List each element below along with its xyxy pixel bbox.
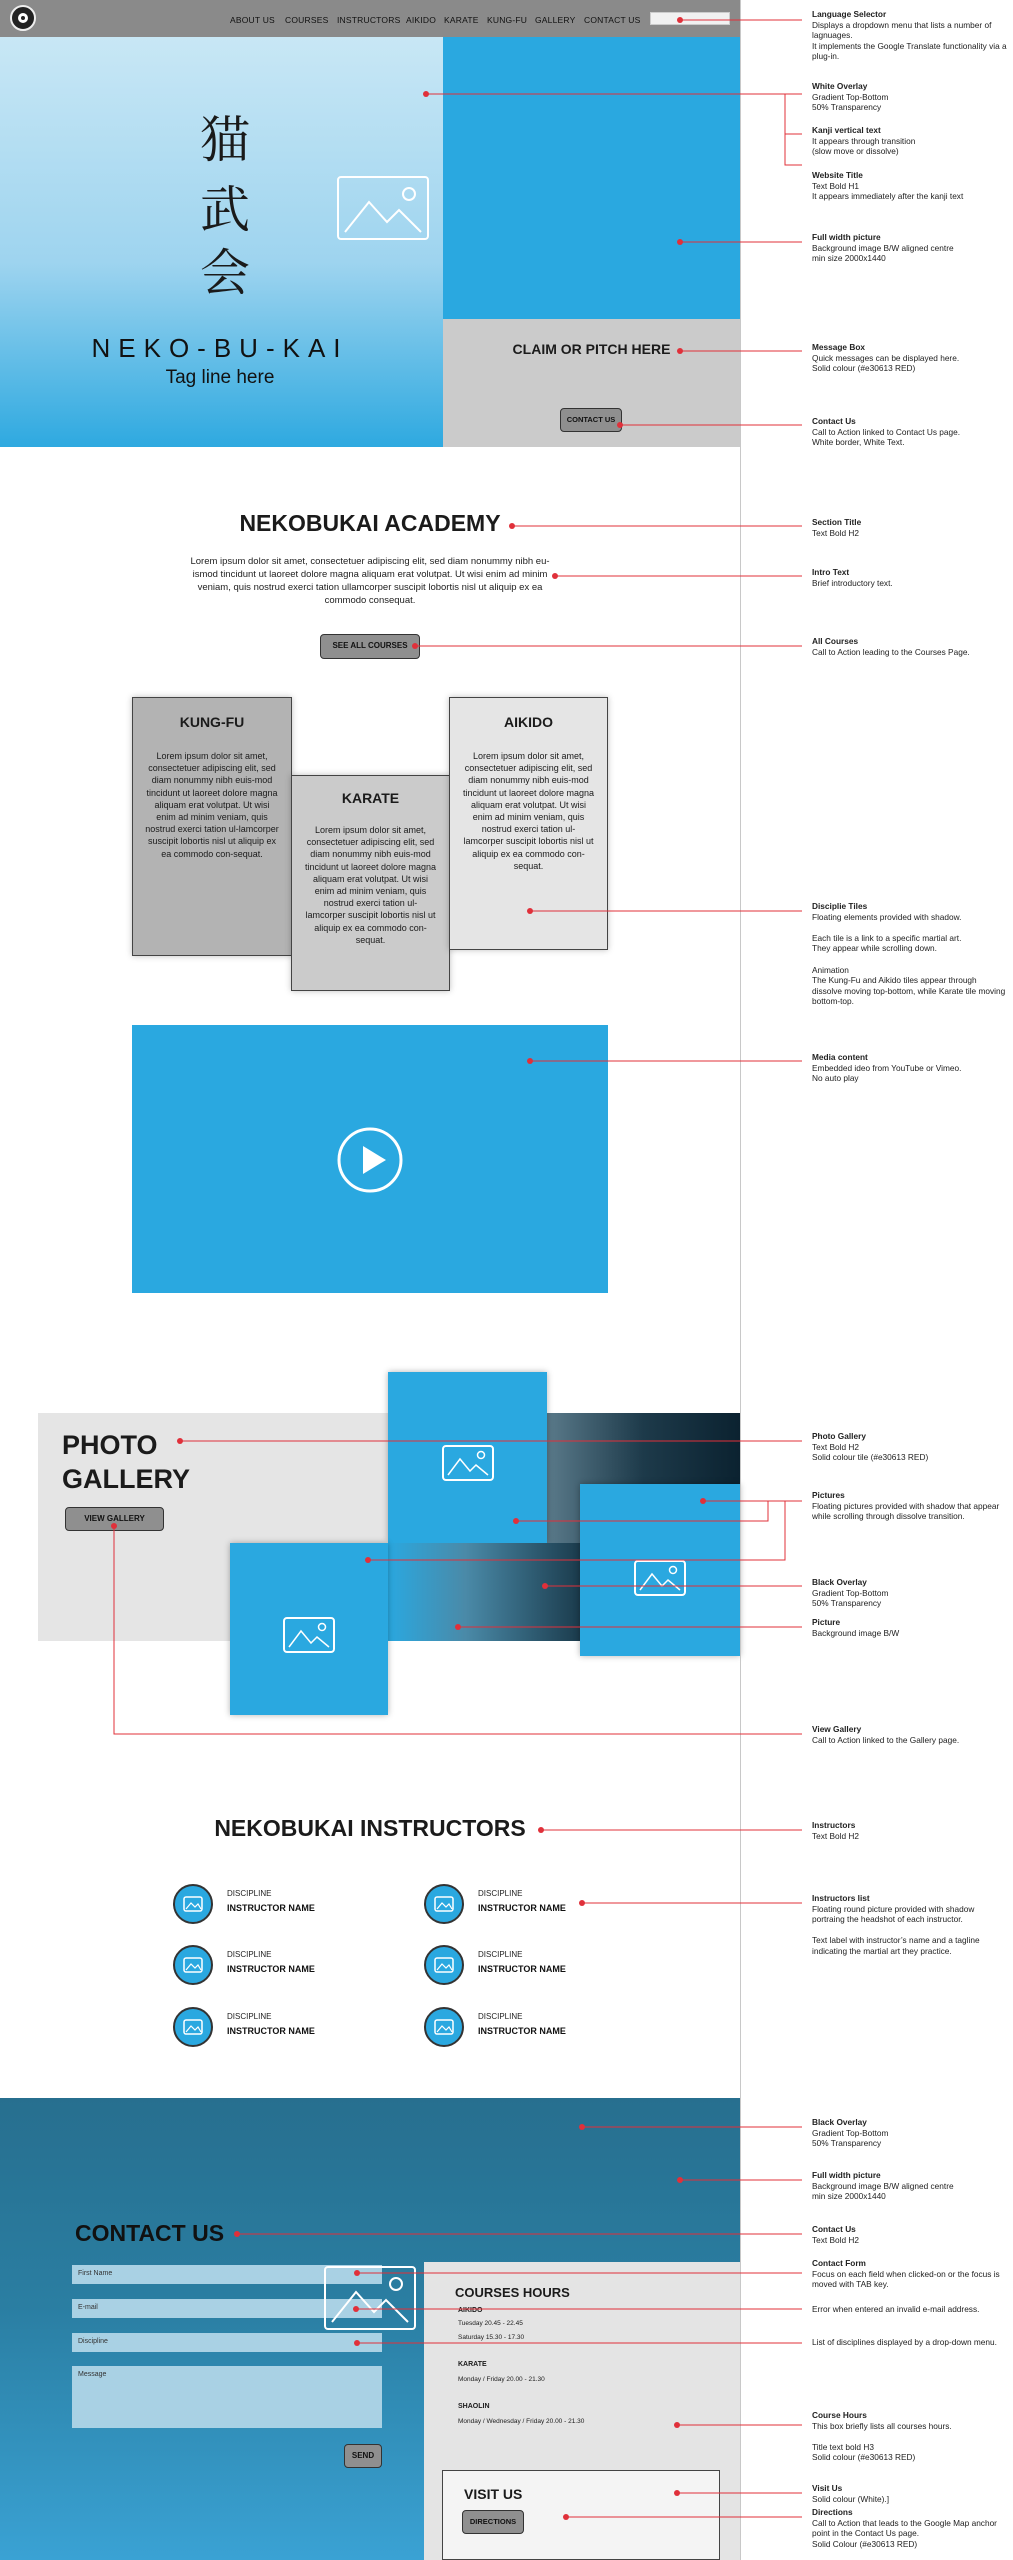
- annotation-picture: Picture Background image B/W: [812, 1617, 900, 1638]
- intro-text: Lorem ipsum dolor sit amet, consectetuer adipiscing elit, sed diam nonummy nibh eu-ismod tincidunt ut laoreet dolore magna aliquam erat volutpat. Ut wisi enim ad minim veniam, quis nostrud exerci tation ullamcorper suscipit lobortis nisl ut aliquip ex ea commodo consequat.: [190, 556, 550, 606]
- kanji-char-3: 会: [200, 244, 250, 302]
- section-title-academy: NEKOBUKAI ACADEMY: [239, 510, 501, 536]
- hours-karate: KARATE: [458, 2361, 487, 2368]
- kanji-char-2: 武: [200, 181, 250, 239]
- annotation-black-overlay: Black Overlay Gradient Top-Bottom 50% Transparency: [812, 1577, 889, 1609]
- tile-body: Lorem ipsum dolor sit amet, consectetuer adipiscing elit, sed diam nonummy nibh euis-mod tincidunt ut laoreet dolore magna aliquam erat volutpat. Ut wisi enim ad minim veniam, quis nostrud exerci tation ul-lamcorper suscipit lobortis nisl ut aliquip ex ea commodo con-sequat.: [304, 825, 437, 945]
- annotation-message-box: Message Box Quick messages can be displayed here. Solid colour (#e30613 RED): [812, 342, 960, 374]
- nav-instructors[interactable]: INSTRUCTORS: [337, 15, 401, 25]
- kanji-char-1: 猫: [200, 111, 250, 169]
- visit-us-title: VISIT US: [464, 2486, 523, 2502]
- tile-karate[interactable]: [291, 775, 450, 991]
- instructor-avatar[interactable]: [173, 1884, 213, 1924]
- language-selector[interactable]: [650, 12, 730, 25]
- annotation-website-title: Website Title Text Bold H1 It appears immediately after the kanji text: [812, 170, 964, 202]
- instructor-name: INSTRUCTOR NAME: [478, 2026, 566, 2036]
- instructor-avatar[interactable]: [424, 2007, 464, 2047]
- tagline: Tag line here: [165, 367, 275, 388]
- email-field[interactable]: E-mail: [72, 2299, 382, 2318]
- hours-aikido: AIKIDO: [458, 2307, 483, 2314]
- see-all-courses-button[interactable]: SEE ALL COURSES: [320, 634, 420, 659]
- annotation-section-title: Section Title Text Bold H2: [812, 517, 862, 538]
- tile-title: KUNG-FU: [179, 714, 245, 730]
- gallery-picture-bw: [388, 1543, 581, 1641]
- annotation-contact-form: Contact Form Focus on each field when clicked-on or the focus is moved with TAB key.: [812, 2258, 1000, 2290]
- annotation-visit-us: Visit Us Solid colour (White).]: [812, 2483, 890, 2504]
- hours-shaolin: SHAOLIN: [458, 2403, 490, 2410]
- message-field[interactable]: Message: [72, 2366, 382, 2428]
- image-placeholder-icon: [324, 2266, 416, 2330]
- annotation-white-overlay: White Overlay Gradient Top-Bottom 50% Transparency: [812, 81, 889, 113]
- tile-aikido[interactable]: [449, 697, 608, 950]
- instructor-name: INSTRUCTOR NAME: [227, 2026, 315, 2036]
- instructor-avatar[interactable]: [173, 1945, 213, 1985]
- instructor-name: INSTRUCTOR NAME: [227, 1903, 315, 1913]
- annotation-all-courses: All Courses Call to Action leading to the Courses Page.: [812, 636, 970, 657]
- courses-hours-title: COURSES HOURS: [455, 2285, 570, 2300]
- annotation-language-selector: Language Selector Displays a dropdown menu that lists a number of lagnuages. It implements the Google Translate functionality via a plug-in.: [812, 9, 1007, 62]
- discipline-dropdown[interactable]: Discipline: [72, 2333, 382, 2352]
- hours-shaolin-1: Monday / Wednesday / Friday 20.00 - 21.30: [458, 2418, 585, 2425]
- image-placeholder-icon: [283, 1617, 335, 1653]
- send-button[interactable]: SEND: [344, 2444, 382, 2468]
- first-name-field[interactable]: First Name: [72, 2265, 382, 2284]
- annotation-course-hours: Course Hours This box briefly lists all courses hours. Title text bold H3 Solid colour (#e30613 RED): [812, 2410, 952, 2463]
- annotation-contact-black-overlay: Black Overlay Gradient Top-Bottom 50% Transparency: [812, 2117, 889, 2149]
- tile-kung-fu[interactable]: [132, 697, 292, 956]
- contact-us-title: CONTACT US: [75, 2220, 225, 2246]
- annotation-directions: Directions Call to Action that leads to the Google Map anchor point in the Contact Us page. Solid Colour (#e30613 RED): [812, 2507, 997, 2549]
- instructor-discipline: DISCIPLINE: [478, 2012, 523, 2021]
- annotation-intro-text: Intro Text Brief introductory text.: [812, 567, 893, 588]
- photo-gallery-title-1: PHOTO: [62, 1430, 158, 1460]
- instructor-discipline: DISCIPLINE: [478, 1889, 523, 1898]
- site-logo-icon[interactable]: [10, 5, 36, 31]
- instructor-name: INSTRUCTOR NAME: [478, 1903, 566, 1913]
- hours-aikido-2: Saturday 15.30 - 17.30: [458, 2334, 525, 2341]
- annotation-contact-us: Contact Us Call to Action linked to Contact Us page. White border, White Text.: [812, 416, 961, 448]
- image-placeholder-icon: [634, 1560, 686, 1596]
- directions-button[interactable]: DIRECTIONS: [462, 2510, 524, 2534]
- nav-about-us[interactable]: ABOUT US: [230, 15, 275, 25]
- tile-body: Lorem ipsum dolor sit amet, consectetuer adipiscing elit, sed diam nonummy nibh euis-mod tincidunt ut laoreet dolore magna aliquam erat volutpat. Ut wisi enim ad minim veniam, quis nostrud exerci tation ul-lamcorper suscipit lobortis nisl ut aliquip ex ea commodo con-sequat.: [462, 751, 595, 871]
- annotation-media-content: Media content Embedded ideo from YouTube or Vimeo. No auto play: [812, 1052, 962, 1084]
- annotation-contact-us-title: Contact Us Text Bold H2: [812, 2224, 860, 2245]
- annotation-pictures: Pictures Floating pictures provided with shadow that appear while scrolling through dissolve transition.: [812, 1490, 1000, 1522]
- image-placeholder-icon: [442, 1445, 494, 1481]
- instructor-discipline: DISCIPLINE: [227, 2012, 272, 2021]
- annotation-instructors-list: Instructors list Floating round picture provided with shadow portraing the headshot of each instructor. Text label with instructor’s name and a tagline indicating the martial art they practice.: [812, 1893, 980, 1956]
- tile-body: Lorem ipsum dolor sit amet, consectetuer adipiscing elit, sed diam nonummy nibh euis-mod tincidunt ut laoreet dolore magna aliquam erat volutpat. Ut wisi enim ad minim veniam, quis nostrud exerci tation ul-lamcorper suscipit lobortis nisl ut aliquip ex ea commodo con-sequat.: [145, 751, 279, 859]
- nav-courses[interactable]: COURSES: [285, 15, 329, 25]
- instructor-discipline: DISCIPLINE: [478, 1950, 523, 1959]
- nav-contact-us[interactable]: CONTACT US: [584, 15, 641, 25]
- instructor-avatar[interactable]: [424, 1945, 464, 1985]
- nav-gallery[interactable]: GALLERY: [535, 15, 576, 25]
- annotation-kanji: Kanji vertical text It appears through transition (slow move or dissolve): [812, 125, 916, 157]
- annotation-view-gallery: View Gallery Call to Action linked to the Gallery page.: [812, 1724, 960, 1745]
- message-claim-text: CLAIM OR PITCH HERE: [512, 341, 671, 357]
- instructor-discipline: DISCIPLINE: [227, 1889, 272, 1898]
- annotation-email-error: Error when entered an invalid e-mail address.: [812, 2304, 980, 2314]
- contact-us-button[interactable]: CONTACT US: [560, 408, 622, 432]
- annotation-contact-full-width-picture: Full width picture Background image B/W aligned centre min size 2000x1440: [812, 2170, 954, 2202]
- image-placeholder-icon: [337, 176, 429, 240]
- hero-full-width-picture: [443, 37, 740, 319]
- instructor-name: INSTRUCTOR NAME: [478, 1964, 566, 1974]
- hours-aikido-1: Tuesday 20.45 - 22.45: [458, 2320, 523, 2327]
- view-gallery-button[interactable]: VIEW GALLERY: [65, 1507, 164, 1531]
- play-icon[interactable]: [336, 1126, 404, 1194]
- annotation-photo-gallery: Photo Gallery Text Bold H2 Solid colour tile (#e30613 RED): [812, 1431, 929, 1463]
- nav-aikido[interactable]: AIKIDO: [406, 15, 437, 25]
- instructor-name: INSTRUCTOR NAME: [227, 1964, 315, 1974]
- annotation-instructors: Instructors Text Bold H2: [812, 1820, 860, 1841]
- tile-title: KARATE: [341, 790, 400, 806]
- instructor-avatar[interactable]: [173, 2007, 213, 2047]
- nav-karate[interactable]: KARATE: [444, 15, 479, 25]
- hours-karate-1: Monday / Friday 20.00 - 21.30: [458, 2376, 545, 2383]
- instructor-discipline: DISCIPLINE: [227, 1950, 272, 1959]
- photo-gallery-title-2: GALLERY: [62, 1464, 190, 1494]
- annotation-discipline-tiles: Disciplie Tiles Floating elements provided with shadow. Each tile is a link to a specific martial art. They appear while scrolling down. Animation The Kung-Fu and Aikido tiles appear through dissolve moving top-bottom, while Karate tile moving bottom-top.: [812, 901, 1006, 1007]
- nav-kung-fu[interactable]: KUNG-FU: [487, 15, 528, 25]
- annotation-discipline-list: List of disciplines displayed by a drop-down menu.: [812, 2337, 997, 2347]
- instructor-avatar[interactable]: [424, 1884, 464, 1924]
- annotation-full-width-picture: Full width picture Background image B/W aligned centre min size 2000x1440: [812, 232, 954, 264]
- section-title-instructors: NEKOBUKAI INSTRUCTORS: [214, 1815, 526, 1841]
- tile-title: AIKIDO: [504, 714, 553, 730]
- wireframe-divider: [740, 0, 741, 2560]
- website-title: NEKO-BU-KAI: [91, 333, 349, 363]
